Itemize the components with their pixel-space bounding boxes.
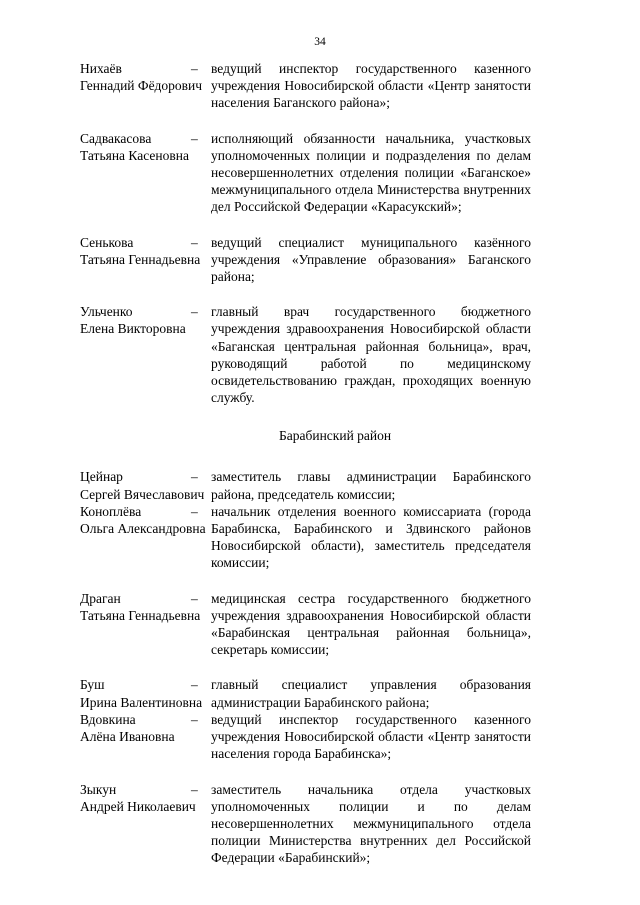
member-surname: Сенькова — [80, 234, 134, 250]
member-position: главный специалист управления образования администрации Барабинского района; — [211, 677, 531, 710]
member-surname: Садвакасова — [80, 130, 152, 146]
dash-separator: – — [191, 503, 198, 519]
member-position: начальник отделения военного комиссариата (города Барабинска, Барабинского и Здвинского районов Новосибирской области), заместитель председателя комиссии; — [211, 503, 531, 571]
member-position: медицинская сестра государственного бюджетного учреждения здравоохранения Новосибирской области «Барабинская центральная районная больница», секретарь комиссии; — [211, 590, 531, 658]
member-given-name: Татьяна Геннадьевна — [80, 251, 201, 267]
commission-list — [0, 60, 640, 867]
member-position: ведущий специалист муниципального казённого учреждения «Управление образования» Баганского района; — [211, 234, 531, 285]
member-position: ведущий инспектор государственного казенного учреждения Новосибирской области «Центр занятости населения города Барабинска»; — [211, 711, 531, 762]
list-item — [0, 711, 640, 763]
member-given-name: Елена Викторовна — [80, 321, 186, 337]
section-title: Барабинский район — [279, 428, 392, 444]
dash-separator: – — [191, 590, 198, 606]
member-given-name: Ольга Александровна — [80, 521, 206, 537]
member-given-name: Ирина Валентиновна — [80, 694, 203, 710]
member-surname: Ульченко — [80, 304, 133, 320]
member-surname: Драган — [80, 590, 121, 606]
member-given-name: Алёна Ивановна — [80, 729, 175, 745]
dash-separator: – — [191, 130, 198, 146]
page-number: 34 — [314, 36, 326, 48]
member-given-name: Татьяна Геннадьевна — [80, 607, 201, 623]
member-surname: Буш — [80, 677, 105, 693]
member-given-name: Андрей Николаевич — [80, 798, 196, 814]
member-surname: Вдовкина — [80, 711, 136, 727]
member-name — [80, 60, 270, 112]
member-name — [80, 676, 270, 710]
list-item — [0, 303, 640, 406]
dash-separator: – — [191, 234, 198, 250]
member-given-name: Татьяна Касеновна — [80, 147, 189, 163]
member-name — [80, 303, 270, 406]
dash-separator: – — [191, 61, 198, 76]
list-item — [0, 130, 640, 216]
member-surname: Нихаёв — [80, 61, 122, 76]
member-position: главный врач государственного бюджетного учреждения здравоохранения Новосибирской области «Баганская центральная районная больница», врач, руководящий работой по медицинскому освидетельствованию граждан, проходящих военную службу. — [211, 304, 531, 406]
member-surname: Цейнар — [80, 469, 123, 485]
dash-separator: – — [191, 469, 198, 485]
list-item — [0, 234, 640, 286]
member-name — [80, 234, 270, 286]
member-name — [80, 781, 270, 867]
dash-separator: – — [191, 304, 198, 320]
list-item — [0, 503, 640, 572]
member-position: исполняющий обязанности начальника, участковых уполномоченных полиции и подразделения по делам несовершеннолетних отделения полиции «Баганское» межмуниципального отдела Министерства внутренних дел Российской Федерации «Карасукский»; — [211, 130, 531, 215]
list-item — [0, 60, 640, 112]
dash-separator: – — [191, 711, 198, 727]
list-item — [0, 468, 640, 502]
member-name — [80, 711, 270, 763]
member-position: заместитель главы администрации Барабинского района, председатель комиссии; — [211, 469, 531, 502]
dash-separator: – — [191, 781, 198, 797]
member-name — [80, 590, 270, 659]
list-item — [0, 590, 640, 659]
member-given-name: Геннадий Фёдорович — [80, 78, 203, 94]
list-item — [0, 781, 640, 867]
list-item — [0, 676, 640, 710]
member-name — [80, 130, 270, 216]
member-position: заместитель начальника отдела участковых уполномоченных полиции и по делам несовершеннолетних межмуниципального отдела полиции Министерства внутренних дел Российской Федерации «Барабинский»; — [211, 781, 531, 866]
member-given-name: Сергей Вячеславович — [80, 486, 205, 502]
member-surname: Коноплёва — [80, 503, 142, 519]
member-position: ведущий инспектор государственного казенного учреждения Новосибирской области «Центр занятости населения Баганского района»; — [211, 61, 531, 111]
member-name — [80, 503, 270, 572]
dash-separator: – — [191, 677, 198, 693]
member-name — [80, 468, 270, 502]
member-surname: Зыкун — [80, 781, 117, 797]
